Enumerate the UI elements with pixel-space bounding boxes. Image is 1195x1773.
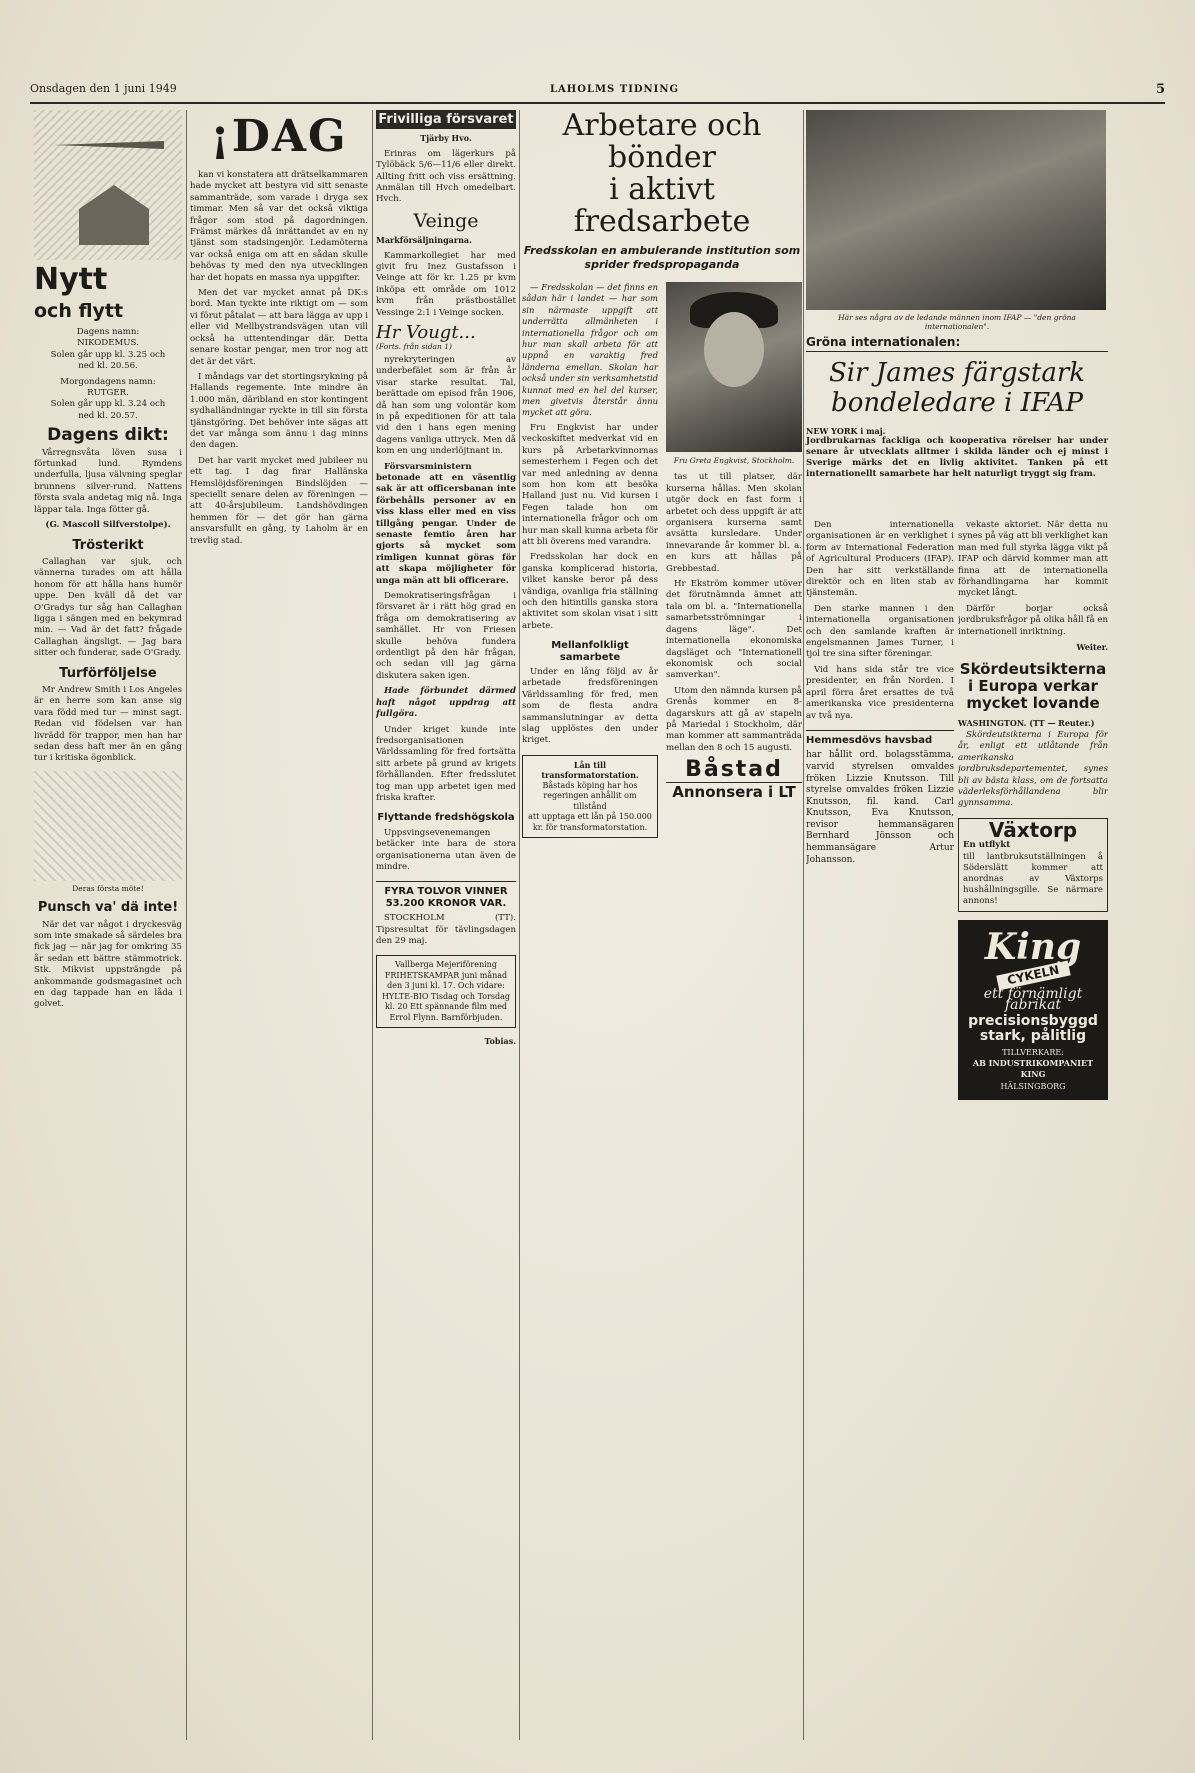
i-dag-paragraph: kan vi konstatera att drätselkammaren hade mycket att bestyra vid sitt senaste sammanträde, som varade i dryga sex timmar. Men så var det också viktiga frågor som stod på dagordningen. Främst märkes då inrättandet av en ny tjänst som stadsingenjör. Ledamöterna var också eniga om att en sådan skulle behövas ty med den nya utvecklingen har det hopats en massa nya uppgifter. [190, 170, 368, 283]
turforfoljelse-text: Mr Andrew Smith i Los Angeles är en herre som kan anse sig vara född med tur — minst sagt. Redan vid födelsen var han livrädd för trappor, men han har sedan dess haft mer än en gång tur i kritiska ögonblick. [34, 684, 182, 764]
i-dag-heading: ¡DAG [210, 111, 348, 162]
grona-internationalen-heading: Gröna internationalen: [806, 335, 1108, 352]
header-date: Onsdagen den 1 juni 1949 [30, 82, 177, 95]
ifap-paragraph: Därför borjar också jordbruksfrågor på olika håll få en internationell inriktning. [958, 603, 1108, 637]
king-maker-name: AB INDUSTRIKOMPANIET KING [972, 1057, 1094, 1080]
page-header [30, 80, 1165, 102]
ifap-byline: NEW YORK i maj. [806, 426, 886, 436]
ifap-paragraph: Den internationella organisationen är en verklighet i form av International Federation of Agricultural Producers (IFAP). Den har sitt verkställande direktör och en liten stab av tjänstemän. [806, 520, 954, 599]
markforsaljning-heading: Markförsäljningarna. [376, 235, 472, 246]
article-body [522, 282, 802, 846]
column-frivilliga [376, 110, 516, 1740]
ifap-paragraph: vekaste aktoriet. När detta nu synes på väg att bli verklighet kan man med full styrka lägga vikt på IFAP och därvid kommer man att finna att de internationella förhandlingarna har kommit mycket långt. [958, 520, 1108, 599]
header-rule [30, 102, 1165, 104]
article-paragraph: Fredsskolan har dock en ganska komplicerad historia, vilket kanske beror på dess vändiga, ovanliga fria ställning och den hitintills ganska stora aktivitet som skolan visat i sitt arbete. [522, 552, 658, 631]
vougt-paragraph: Under kriget kunde inte fredsorganisationen Världssamling för fred fortsätta sitt arbete på grund av krigets förhållanden. Efter fredsslutet tog man upp arbetet igen med friska krafter. [376, 724, 516, 803]
column-divider [519, 110, 520, 1740]
skord-text: Skördeutsikterna i Europa för år, enligt ett utlåtande från amerikanska jordbruksdepartementet, synes bli av bästa klass, om de fortsatta väderleksförhållandena blir gynnsamma. [958, 729, 1108, 809]
main-headline: Arbetare och bönder i aktivt fredsarbete [562, 110, 762, 239]
flyttande-heading: Flyttande fredshögskola [377, 812, 515, 824]
portrait-photo [666, 282, 802, 452]
column-ifap-left [806, 520, 954, 1740]
column-ifap-right [958, 520, 1108, 1740]
hemmesdov-text: har hållit ord. bolagsstämma, varvid styrelsen omvaldes fröken Lizzie Knutsson. Till styrelse omvaldes fröken Lizzie Knutsson, fil. kand. Carl Knutsson, Eva Knutsson, revisor hemmansägaren Bernhard Jönsson och hemmansägare Artur Johansson. [806, 750, 954, 865]
cartoon-image [34, 771, 182, 881]
transformator-notice: Lån till transformatorstation. Båstads köping har hos regeringen anhållit om tillstånd att upptaga ett lån på 150.000 kr. för transformatorstation. [522, 755, 658, 839]
samarbete-heading: Mellanfolkligt samarbete [551, 640, 629, 663]
face-shape [704, 312, 764, 387]
ifap-group-photo [806, 110, 1106, 310]
dikt-author: (G. Mascoll Silfverstolpe). [45, 520, 171, 531]
article-intro: — Fredsskolan — det finns en sådan här i landet — har som sin närmaste uppgift att underrätta allmänheten i internationella frågor och om hur man skall arbeta för att uppnå en varaktig fred länderna emellan. Skolan har också under sin verksamhetstid kunnat med en hel del kurser, men givetvis återstår ännu mycket att göra. [522, 282, 658, 418]
skord-byline: WASHINGTON. (TT — Reuter.) [958, 718, 1095, 729]
skordeutsikter-headline: Skördeutsikterna i Europa verkar mycket lovande [959, 660, 1107, 713]
king-slogan: ett förnämligt fabrikat [983, 985, 1083, 1014]
i-dag-paragraph: Men det var mycket annat på DK:s bord. Man tyckte inte riktigt om — som vi förut påtalat — att bara lägga av upp i eller vid Mellbystrandsvägen utan vill också ha uttentendingar där. Detta senare kostar pengar, men tror nog att det är det värt. [190, 288, 368, 367]
dikt-text: Vårregnsvåta löven susa i förtunkad lund. Rymdens underfulla, ljusa välvning speglar brunnens silver-rund. Nattens första svala andetag mig nå. Inga läppar tala. Inga fötter gå. [34, 447, 182, 515]
bastad-heading: Båstad [685, 757, 783, 783]
subheading: Hade förbundet därmed haft något uppdrag att fullgöra. [376, 686, 516, 720]
article-paragraph: Hr Ekström kommer utöver det förutnämnda ämnet att tala om bl. a. "Internationella samarbetsströmningar i dagens läge". Det internationella ekonomiska dagsläget och "Internationell ekonomisk och social samverkan". [666, 579, 802, 681]
header-paper-name: LAHOLMS TIDNING [550, 84, 680, 95]
king-maker-city: HÄLSINGBORG [1000, 1081, 1066, 1091]
hemmesdov-heading: Hemmesdövs havsbad [806, 730, 954, 746]
veinge-heading: Veinge [413, 209, 479, 232]
vaxtorp-box [958, 818, 1108, 912]
king-line2: stark, pålitlig [979, 1028, 1087, 1045]
dagens-dikt-heading: Dagens dikt: [47, 425, 169, 446]
article-paragraph: Fru Engkvist har under veckoskiftet medverkat vid en kurs på Arbetarkvinnornas semesterhem i Fegen och det var med anledning av denna som hon kom att besöka Halland just nu. Vid kursen i Fegen talade hon om internationella frågor och om hur man skall kunna arbeta för att bli överens med varandra. [522, 422, 658, 547]
portrait-caption: Fru Greta Engkvist, Stockholm. [673, 456, 795, 465]
king-logo: King [984, 925, 1082, 968]
punsch-heading: Punsch va' dä inte! [37, 900, 179, 916]
frivilliga-heading: Frivilliga försvaret [376, 110, 516, 129]
turforfoljelse-heading: Turförföljelse [59, 665, 157, 681]
continued-note: (Forts. från sidan 1) [376, 341, 452, 351]
column-divider [372, 110, 373, 1740]
morgondagens-namn: Morgondagens namn: RUTGER. Solen går upp kl. 3.24 och ned kl. 20.57. [50, 376, 166, 421]
column-nytt-och-flytt [34, 110, 182, 1740]
airplane-drawing [54, 135, 164, 155]
tips-heading: FYRA TOLVOR VINNER 53.200 KRONOR VAR. [376, 881, 516, 909]
flyttande-text: Uppsvingsevenemangen betäcker inte bara de stora organisationerna utan även de mindre. [376, 827, 516, 872]
king-line1: precisionsbyggd [968, 1012, 1098, 1029]
column-fredsarbete [522, 110, 802, 1740]
column-i-dag [190, 110, 368, 1740]
ifap-paragraph: Den starke mannen i den internationella organisationen och den samlande kraften är engelsmannen James Turner, i tjol tre sina sifter föreningar. [806, 603, 954, 660]
punsch-text: När det var något i dryckesväg som inte smakade så särdeles bra fick jag — när jag for omkring 35 år sedan ett bättre stämmotrick. Stk. Mikvist uppsträngde på ankommande godsmagasinet och en dag tappade han en låda i golvet. [34, 919, 182, 1010]
king-bicycle-ad [958, 920, 1108, 1101]
dagens-namn: Dagens namn: NIKODEMUS. Solen går upp kl. 3.25 och ned kl. 20.56. [50, 327, 166, 372]
vaxtorp-heading: Växtorp [988, 817, 1078, 842]
nytt-heading: Nytt och flytt [34, 262, 124, 322]
house-drawing [79, 185, 149, 245]
tips-text: STOCKHOLM (TT). Tipsresultat för tävlingsdagen den 29 maj. [376, 913, 516, 946]
cykeln-ribbon: CYKELN [996, 960, 1070, 990]
trosterikt-text: Callaghan var sjuk, och vännerna turades om att hålla honom för att hålla hans humör uppe. Den kväll då det var O'Gradys tur såg han Callaghan ligga i sängen med en bekymrad min. — Vad är det fatt? frågade Callaghan ängsligt. — Jag bara sitter och funderar, sade O'Grady. [34, 556, 182, 659]
article-left [522, 282, 658, 846]
cartoon-caption: Deras första möte! [72, 883, 144, 893]
article-paragraph: Under en lång följd av år arbetade fredsföreningen Världssamling för fred, men som de flesta andra sammanslutningar av detta slag upplöstes den under kriget. [522, 667, 658, 746]
utflykt-heading: En utflykt [963, 840, 1011, 851]
i-dag-paragraph: I måndags var det stortingsrykning på Hallands regemente. Inte mindre än 1.000 män, däribland en stor kontingent sydhalländningar ryckte in till sin första tjänstgöring. Det behöver inte sägas att det var många som ännu i dag minns den dagen. [190, 371, 368, 451]
ifap-article-top [806, 110, 1108, 486]
ifap-paragraph: Vid hans sida står tre vice presidenter, en från Norden. I april förra året ersattes de två amerikanska vice presidenterna av två nya. [806, 664, 954, 721]
vougt-heading: Hr Vougt... [376, 322, 476, 344]
och-flytt-heading: och flytt [34, 300, 124, 322]
frivilliga-text: Erinras om lägerkurs på Tylöbäck 5/6—11/6 eller direkt. Allting fritt och viss ersättning. Anmälan till Hvch omedelbart. Hvch. [376, 148, 516, 205]
markforsaljning-text: Kammarkollegiet har med givit fru Inez Gustafsson i Veinge att för kr. 1.25 pr kvm inköpa ett område om 1012 kvm från prästbostället Vessinge 2:1 i Veinge socken. [376, 250, 516, 318]
masthead-illustration [34, 110, 182, 260]
header-page-number: 5 [1155, 82, 1165, 97]
column-divider [186, 110, 187, 1740]
vougt-paragraph: Försvarsministern betonade att en väsentlig sak är att officersbanan inte förbehålls personer av en viss klass eller med en viss tillgång pengar. Under de senaste femtio åren har gjorts så mycket som rimligen kunnat göras för att skapa möjligheter för unga män att bli officerare. [376, 461, 516, 586]
article-paragraph: tas ut till platser, där kurserna hållas. Men skolan utgör dock en fast form i arbetet och dess uppgift är att organisera kurserna samt avsätta kursledare. Under innevarande år kommer bl. a. en kurs att hållas på Grebbestad. [666, 472, 802, 574]
vaxtorp-text: till lantbruksutställningen å Söderslätt kommer att anordnas av Växtorps hushållningsgille. Se närmare annons! [963, 851, 1103, 906]
ifap-photo-caption: Här ses några av de ledande männen inom IFAP — "den gröna internationalen". [838, 313, 1076, 331]
annonsera-ad: Annonsera i LT [666, 782, 802, 798]
signature: Tobias. [484, 1036, 516, 1047]
king-maker: TILLVERKARE: [1002, 1047, 1064, 1057]
ifap-signature: Weiter. [1076, 642, 1108, 653]
vallberga-ad: Vallberga Mejeriförening FRIHETSKAMPAR juni månad den 3 juni kl. 17. Och vidare: HYLTE-BIO Tisdag och Torsdag kl. 20 Ett spännande film med Errol Flynn. Barnförbjuden. [376, 955, 516, 1028]
vougt-paragraph: nyrekryteringen av underbefälet som är från år visar starke resultat. Tal, berättade om episod från 1906, då han som ung volontär kom in på expeditionen för att tala vid den i hans egen mening dagens vanliga uttryck. Men då kom en ung underlöjtnant in. [376, 354, 516, 457]
i-dag-paragraph: Det har varit mycket med jubileer nu ett tag. I dag firar Hallänska Hemslöjdsföreningen Bindslöjden — speciellt senare delen av föreningen — att 40-årsjubileum. Landshövdingen hemmen för — det gör han gärna ansvarsfullt en gång, ty Laholm är en trevlig stad. [190, 455, 368, 546]
trosterikt-heading: Trösterikt [72, 537, 144, 553]
column-divider [803, 110, 804, 1740]
article-paragraph: Utom den nämnda kursen på Grenås kommer en 8-dagarskurs att gå av stapeln på Mariedal i Stockholm, där man kommer att sammanträda mellan den 8 och 15 augusti. [666, 685, 802, 753]
article-right [666, 282, 802, 846]
vougt-paragraph: Demokratiseringsfrågan i försvaret är i rätt hög grad en fråga om demokratisering av samhället. Hr von Friesen skulle behöva fundera ordentligt på den här frågan, och sedan vill jag gärna diskutera saken igen. [376, 591, 516, 681]
sir-james-headline: Sir James färgstark bondeledare i IFAP [828, 358, 1086, 418]
tjarby-byline: Tjärby Hvo. [420, 133, 472, 144]
ifap-lead: Jordbrukarnas fackliga och kooperativa rörelser har under senare år utvecklats alltmer i skilda länder och ej minst i Sverige märks det en livlig aktivitet. Tanken på ett internationellt samarbete har helt naturligt tryggt sig fram. [806, 436, 1108, 479]
headline-deck: Fredsskolan en ambulerande institution som sprider fredspropaganda [523, 244, 801, 271]
